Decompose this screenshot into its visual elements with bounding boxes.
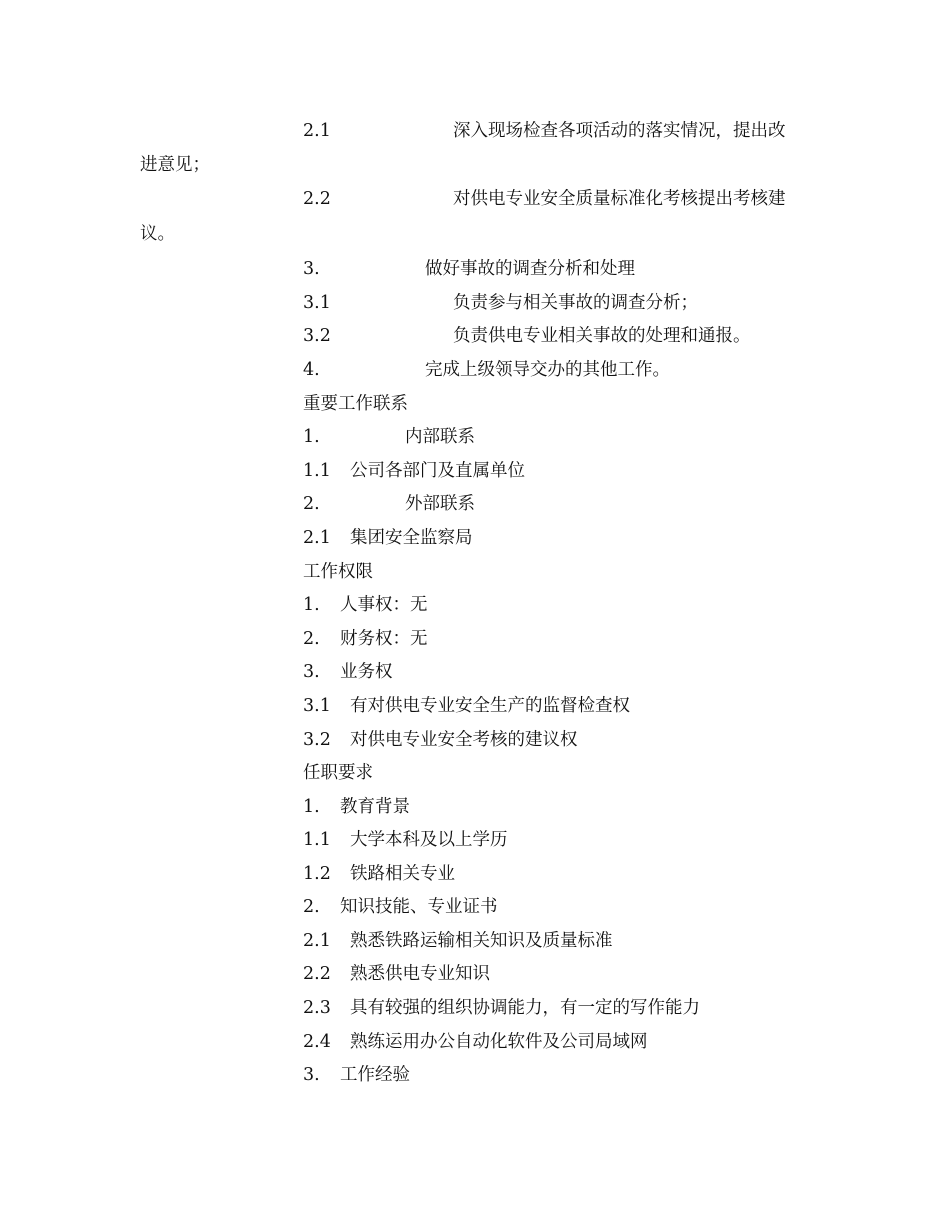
item-number: 3. (303, 259, 320, 279)
section-heading: 重要工作联系 (303, 394, 408, 414)
item-number: 3.1 (303, 696, 331, 716)
item-number: 2.2 (303, 189, 331, 209)
item-text: 熟练运用办公自动化软件及公司局域网 (350, 1032, 648, 1052)
item-text: 公司各部门及直属单位 (350, 461, 525, 481)
item-text: 工作经验 (340, 1065, 410, 1085)
item-text: 财务权：无 (340, 629, 428, 649)
item-text: 做好事故的调查分析和处理 (425, 259, 635, 279)
item-text: 内部联系 (405, 427, 475, 447)
item-text: 对供电专业安全考核的建议权 (350, 730, 578, 750)
item-number: 2.3 (303, 998, 331, 1018)
item-text: 外部联系 (405, 494, 475, 514)
item-text: 知识技能、专业证书 (340, 897, 498, 917)
item-number: 4. (303, 360, 320, 380)
item-number: 2. (303, 494, 320, 514)
item-text: 铁路相关专业 (350, 864, 455, 884)
continuation-text: 进意见； (140, 155, 210, 175)
item-number: 1. (303, 595, 320, 615)
item-number: 2.1 (303, 528, 331, 548)
item-number: 1. (303, 427, 320, 447)
item-number: 2.2 (303, 964, 331, 984)
item-number: 2.1 (303, 121, 331, 141)
item-number: 3.1 (303, 293, 331, 313)
item-text: 完成上级领导交办的其他工作。 (425, 360, 670, 380)
item-number: 1.2 (303, 864, 331, 884)
item-number: 1.1 (303, 830, 331, 850)
continuation-text: 议。 (140, 224, 175, 244)
item-text: 熟悉铁路运输相关知识及质量标准 (350, 931, 613, 951)
item-number: 2. (303, 897, 320, 917)
item-text: 具有较强的组织协调能力，有一定的写作能力 (350, 998, 700, 1018)
item-text: 集团安全监察局 (350, 528, 473, 548)
item-text: 大学本科及以上学历 (350, 830, 508, 850)
item-text: 熟悉供电专业知识 (350, 964, 490, 984)
item-number: 3. (303, 662, 320, 682)
item-text: 深入现场检查各项活动的落实情况，提出改 (453, 121, 786, 141)
item-number: 2. (303, 629, 320, 649)
item-number: 3. (303, 1065, 320, 1085)
section-heading: 工作权限 (303, 562, 373, 582)
item-number: 3.2 (303, 730, 331, 750)
item-text: 业务权 (340, 662, 393, 682)
item-number: 1. (303, 797, 320, 817)
item-text: 有对供电专业安全生产的监督检查权 (350, 696, 630, 716)
item-text: 对供电专业安全质量标准化考核提出考核建 (453, 189, 786, 209)
section-heading: 任职要求 (303, 763, 373, 783)
item-number: 2.1 (303, 931, 331, 951)
item-text: 负责参与相关事故的调查分析； (453, 293, 698, 313)
item-number: 2.4 (303, 1032, 331, 1052)
item-number: 3.2 (303, 326, 331, 346)
item-text: 教育背景 (340, 797, 410, 817)
item-number: 1.1 (303, 461, 331, 481)
item-text: 负责供电专业相关事故的处理和通报。 (453, 326, 751, 346)
item-text: 人事权：无 (340, 595, 428, 615)
